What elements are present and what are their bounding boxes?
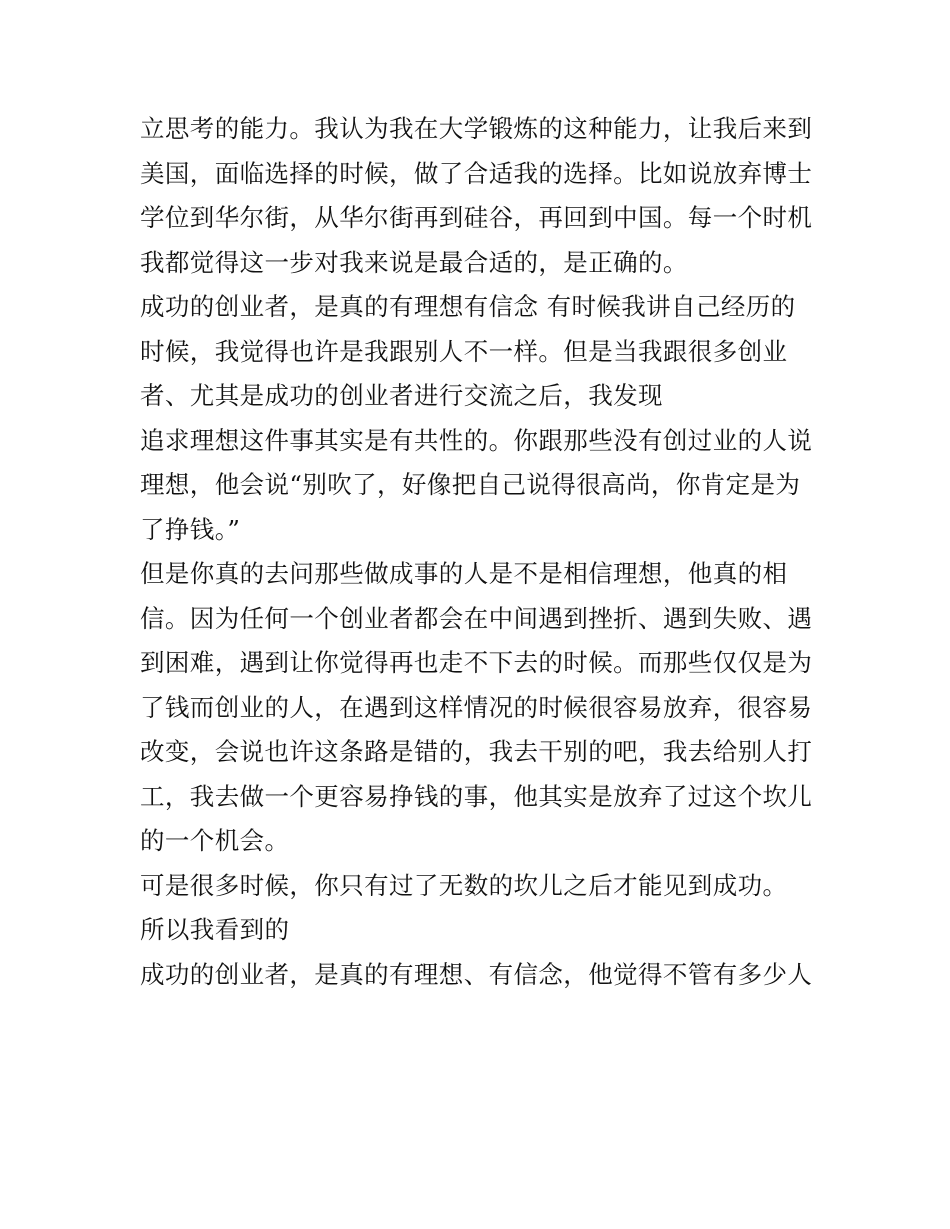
- text-line: 者、尤其是成功的创业者进行交流之后，我发现: [140, 381, 663, 410]
- body-text: [140, 107, 830, 997]
- text-line: 了钱而创业的人，在遇到这样情况的时候很容易放弃，很容易: [140, 692, 813, 722]
- text-line: 理想，他会说“别吹了，好像把自己说得很高尚，你肯定是为: [140, 470, 801, 499]
- text-line: 成功的创业者，是真的有理想有信念 有时候我讲自己经历的: [140, 292, 796, 321]
- text-line: 我都觉得这一步对我来说是最合适的，是正确的。: [140, 247, 688, 277]
- text-line: 成功的创业者，是真的有理想、有信念，他觉得不管有多少人: [140, 959, 813, 989]
- text-line: 立思考的能力。我认为我在大学锻炼的这种能力，让我后来到: [140, 114, 813, 143]
- text-line: 但是你真的去问那些做成事的人是不是相信理想，他真的相: [140, 559, 788, 588]
- text-line: 工，我去做一个更容易挣钱的事，他其实是放弃了过这个坎儿: [140, 781, 813, 811]
- text-line: 美国，面临选择的时候，做了合适我的选择。比如说放弃博士: [140, 158, 813, 188]
- text-line: 到困难，遇到让你觉得再也走不下去的时候。而那些仅仅是为: [140, 648, 813, 677]
- text-line: 追求理想这件事其实是有共性的。你跟那些没有创过业的人说: [140, 425, 813, 455]
- text-line: 学位到华尔街，从华尔街再到硅谷，再回到中国。每一个时机: [140, 203, 813, 232]
- text-line: 可是很多时候，你只有过了无数的坎儿之后才能见到成功。: [140, 870, 788, 900]
- text-line: 所以我看到的: [140, 915, 290, 944]
- text-line: 了挣钱。”: [140, 514, 241, 544]
- text-line: 改变，会说也许这条路是错的，我去干别的吧，我去给别人打: [140, 737, 813, 766]
- text-line: 时候，我觉得也许是我跟别人不一样。但是当我跟很多创业: [140, 336, 788, 366]
- text-line: 的一个机会。: [140, 826, 290, 855]
- text-line: 信。因为任何一个创业者都会在中间遇到挫折、遇到失败、遇: [140, 603, 813, 633]
